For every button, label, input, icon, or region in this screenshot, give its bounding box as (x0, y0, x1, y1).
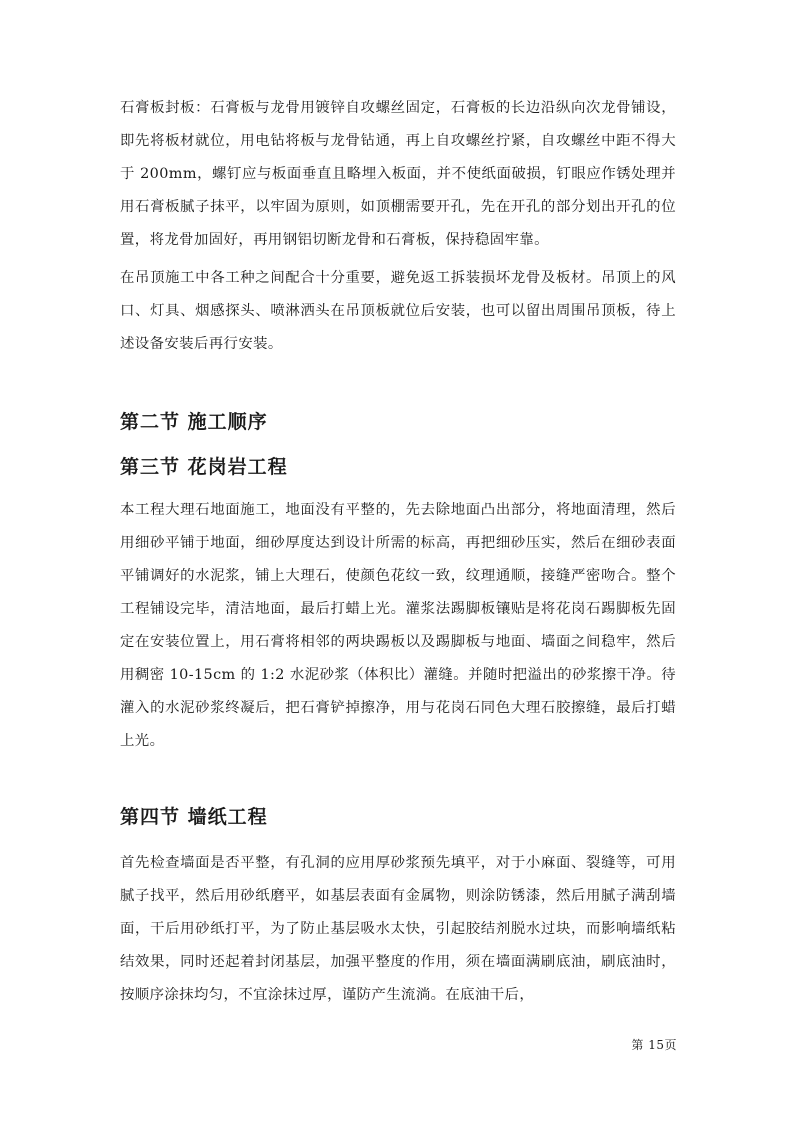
section-2-heading: 第二节 施工顺序 (120, 411, 268, 433)
ceiling-coordination-paragraph: 在吊顶施工中各工种之间配合十分重要，避免返工拆装损坏龙骨及板材。吊顶上的风口、灯具、烟感探头、喷淋洒头在吊顶板就位后安装，也可以留出周围吊顶板，待上述设备安装后再行安装。 (120, 270, 676, 352)
gypsum-board-paragraph: 石膏板封板：石膏板与龙骨用镀锌自攻螺丝固定，石膏板的长边沿纵向次龙骨铺设，即先将板材就位，用电钻将板与龙骨钻通，再上自攻螺丝拧紧，自攻螺丝中距不得大于 200mm，螺钉应与板面垂直且略埋入板面，并不使纸面破损，钉眼应作锈处理并用石膏板腻子抹平，以牢固为原则，如顶棚需要开孔，先在开孔的部分划出开孔的位置，将龙骨加固好，再用钢铝切断龙骨和石膏板，保持稳固牢靠。 (120, 100, 676, 248)
page-number: 第 15页 (631, 1038, 677, 1052)
section-4-heading: 第四节 墙纸工程 (120, 806, 268, 828)
section-3-heading: 第三节 花岗岩工程 (120, 456, 288, 478)
granite-paragraph: 本工程大理石地面施工，地面没有平整的，先去除地面凸出部分，将地面清理，然后用细砂平铺于地面，细砂厚度达到设计所需的标高，再把细砂压实，然后在细砂表面平铺调好的水泥浆，铺上大理石，使颜色花纹一致，纹理通顺，接缝严密吻合。整个工程铺设完毕，清洁地面，最后打蜡上光。灌浆法踢脚板镶贴是将花岗石踢脚板先固定在安装位置上，用石膏将相邻的两块踢板以及踢脚板与地面、墙面之间稳牢，然后用稠密 10-15cm 的 1:2 水泥砂浆（体积比）灌缝。并随时把溢出的砂浆擦干净。待灌入的水泥砂浆终凝后，把石膏铲掉擦净，用与花岗石同色大理石胶擦缝，最后打蜡上光。 (120, 502, 676, 749)
wallpaper-paragraph: 首先检查墙面是否平整，有孔洞的应用厚砂浆预先填平，对于小麻面、裂缝等，可用腻子找平，然后用砂纸磨平，如基层表面有金属物，则涂防锈漆，然后用腻子满刮墙面，干后用砂纸打平，为了防止基层吸水太快，引起胶结剂脱水过块，而影响墙纸粘结效果，同时还起着封闭基层，加强平整度的作用，须在墙面满刷底油，刷底油时，按顺序涂抹均匀，不宜涂抹过厚，谨防产生流淌。在底油干后， (120, 855, 676, 1003)
page-body (120, 92, 676, 1012)
